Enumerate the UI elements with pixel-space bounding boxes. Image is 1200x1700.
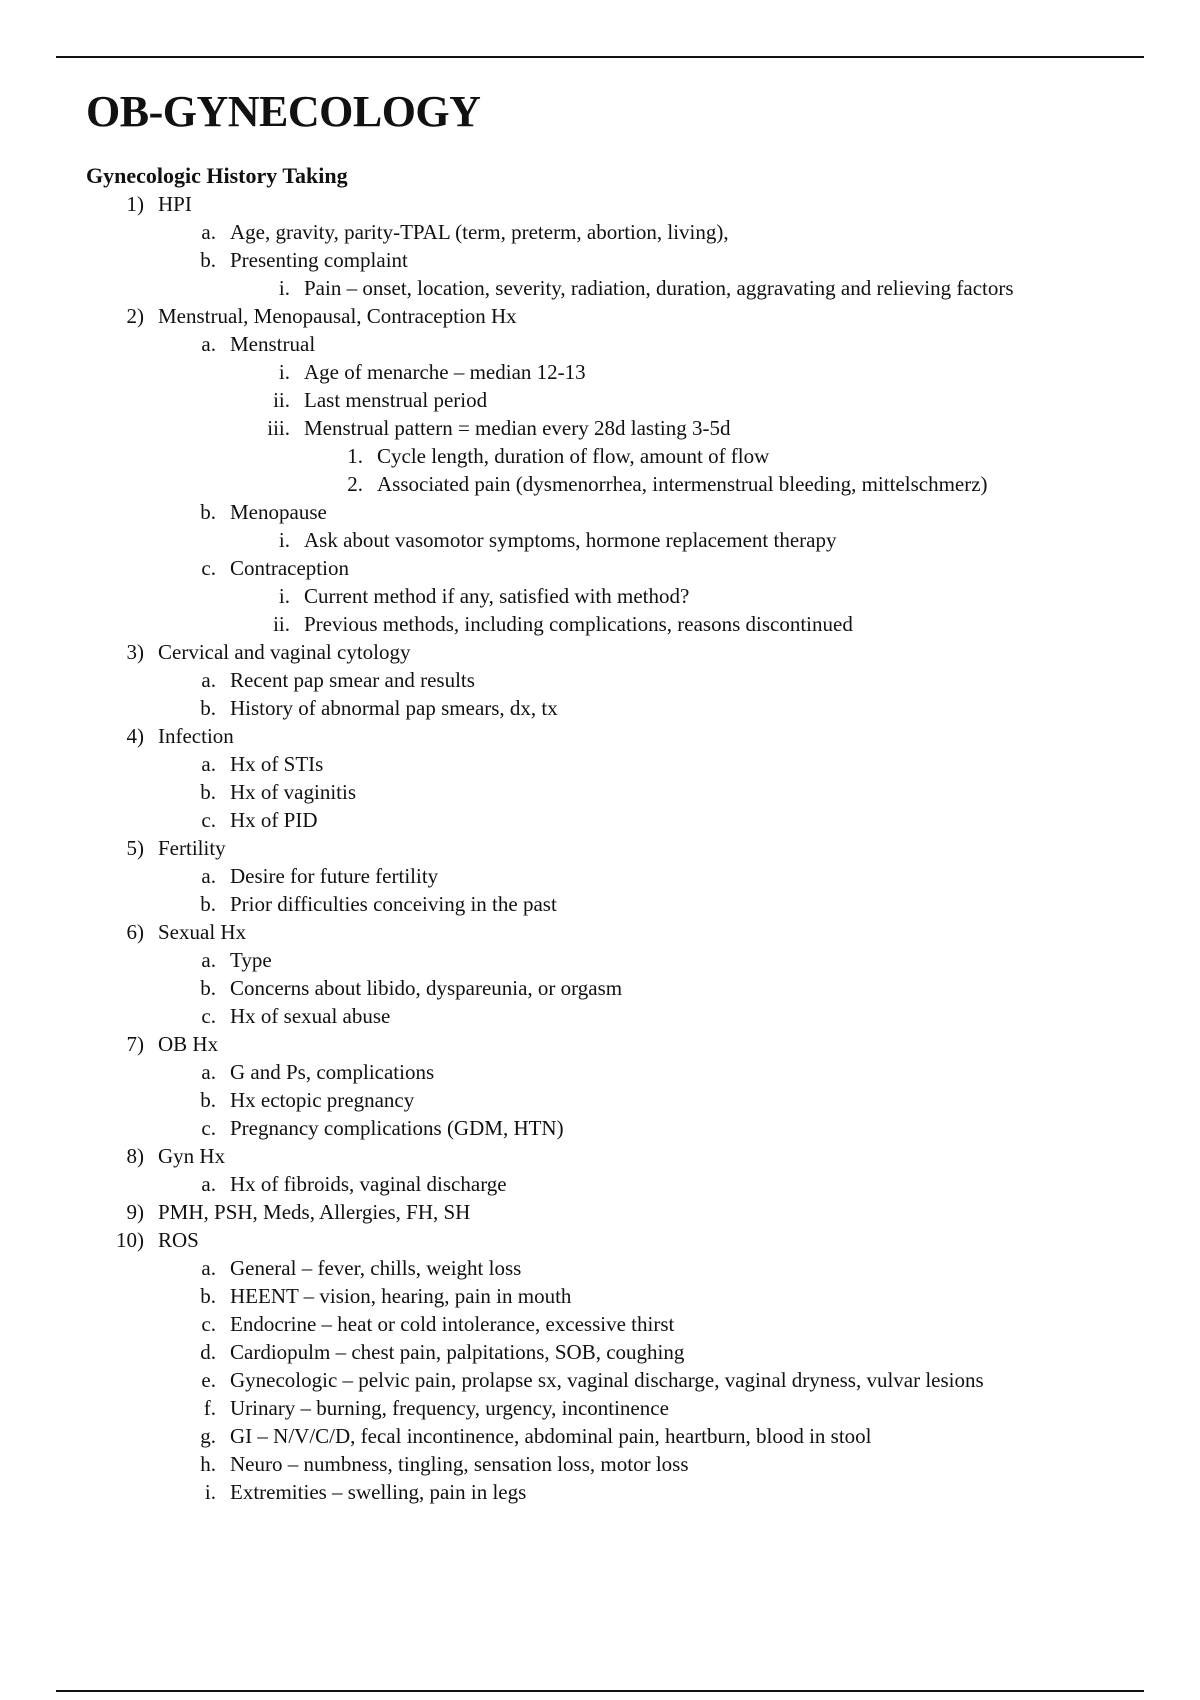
outline-text: Menopause bbox=[230, 500, 327, 524]
outline-text: Endocrine – heat or cold intolerance, excessive thirst bbox=[230, 1312, 675, 1336]
outline-marker: c. bbox=[201, 1116, 216, 1140]
outline-item-level-1 bbox=[86, 1198, 1146, 1226]
outline-text: Prior difficulties conceiving in the past bbox=[230, 892, 557, 916]
outline-marker: a. bbox=[201, 948, 216, 972]
outline-marker: 7) bbox=[126, 1032, 144, 1056]
outline-item-level-2 bbox=[86, 498, 1146, 526]
outline-item-level-1 bbox=[86, 638, 1146, 666]
outline-text: Desire for future fertility bbox=[230, 864, 439, 888]
outline-item-level-3 bbox=[86, 526, 1146, 554]
outline-text: Age, gravity, parity-TPAL (term, preterm, abortion, living), bbox=[230, 220, 729, 244]
outline-marker: b. bbox=[200, 780, 216, 804]
outline-text: Gynecologic – pelvic pain, prolapse sx, vaginal discharge, vaginal dryness, vulvar lesions bbox=[230, 1368, 984, 1392]
outline-marker: i. bbox=[278, 528, 290, 552]
outline-marker: d. bbox=[200, 1340, 216, 1364]
outline-marker: c. bbox=[201, 1312, 216, 1336]
outline-text: Hx of vaginitis bbox=[230, 780, 356, 804]
outline-marker: b. bbox=[200, 696, 216, 720]
outline-marker: h. bbox=[200, 1452, 216, 1476]
outline-text: Cycle length, duration of flow, amount of flow bbox=[377, 444, 770, 468]
outline-item-level-2 bbox=[86, 1366, 1146, 1394]
outline-item-level-2 bbox=[86, 1002, 1146, 1030]
outline-item-level-2 bbox=[86, 666, 1146, 694]
outline-text: OB Hx bbox=[158, 1032, 219, 1056]
outline-marker: i. bbox=[204, 1480, 216, 1504]
outline-text: GI – N/V/C/D, fecal incontinence, abdominal pain, heartburn, blood in stool bbox=[230, 1424, 872, 1448]
outline-text: G and Ps, complications bbox=[230, 1060, 435, 1084]
outline-marker: 8) bbox=[126, 1144, 144, 1168]
outline-item-level-4 bbox=[86, 442, 1146, 470]
outline-text: Associated pain (dysmenorrhea, intermenstrual bleeding, mittelschmerz) bbox=[377, 472, 988, 496]
outline-text: Pain – onset, location, severity, radiation, duration, aggravating and relieving factors bbox=[304, 276, 1014, 300]
outline-item-level-2 bbox=[86, 890, 1146, 918]
outline-marker: 9) bbox=[126, 1200, 144, 1224]
outline-marker: a. bbox=[201, 668, 216, 692]
outline-marker: a. bbox=[201, 220, 216, 244]
outline-marker: 3) bbox=[126, 640, 144, 664]
outline-marker: e. bbox=[201, 1368, 216, 1392]
outline-marker: ii. bbox=[273, 388, 290, 412]
outline-text: Age of menarche – median 12-13 bbox=[304, 360, 586, 384]
outline-marker: c. bbox=[201, 556, 216, 580]
outline-marker: g. bbox=[200, 1424, 216, 1448]
outline-item-level-3 bbox=[86, 274, 1146, 302]
outline-text: Neuro – numbness, tingling, sensation loss, motor loss bbox=[230, 1452, 689, 1476]
outline-marker: i. bbox=[278, 584, 290, 608]
outline-item-level-2 bbox=[86, 246, 1146, 274]
outline-text: Type bbox=[230, 948, 272, 972]
outline-item-level-2 bbox=[86, 1254, 1146, 1282]
outline-item-level-1 bbox=[86, 834, 1146, 862]
outline-marker: ii. bbox=[273, 612, 290, 636]
bottom-rule bbox=[56, 1690, 1144, 1692]
outline-text: Infection bbox=[158, 724, 234, 748]
outline-text: Recent pap smear and results bbox=[230, 668, 475, 692]
outline-list bbox=[86, 190, 1146, 1506]
outline-item-level-2 bbox=[86, 862, 1146, 890]
outline-marker: a. bbox=[201, 1172, 216, 1196]
outline-text: Fertility bbox=[158, 836, 226, 860]
outline-text: Previous methods, including complications, reasons discontinued bbox=[304, 612, 853, 636]
outline-text: Menstrual, Menopausal, Contraception Hx bbox=[158, 304, 517, 328]
outline-text: Last menstrual period bbox=[304, 388, 488, 412]
outline-text: ROS bbox=[158, 1228, 199, 1252]
outline-item-level-2 bbox=[86, 1310, 1146, 1338]
outline-item-level-2 bbox=[86, 1422, 1146, 1450]
outline-marker: a. bbox=[201, 1060, 216, 1084]
outline-text: Concerns about libido, dyspareunia, or orgasm bbox=[230, 976, 623, 1000]
outline-text: General – fever, chills, weight loss bbox=[230, 1256, 522, 1280]
outline-text: Hx of fibroids, vaginal discharge bbox=[230, 1172, 507, 1196]
outline-marker: f. bbox=[203, 1396, 216, 1420]
outline-item-level-2 bbox=[86, 1282, 1146, 1310]
outline-marker: 2) bbox=[126, 304, 144, 328]
document-body bbox=[86, 82, 1146, 1506]
outline-text: Hx ectopic pregnancy bbox=[230, 1088, 415, 1112]
outline-marker: 2. bbox=[347, 472, 363, 496]
outline-marker: c. bbox=[201, 808, 216, 832]
outline-item-level-1 bbox=[86, 190, 1146, 218]
outline-text: PMH, PSH, Meds, Allergies, FH, SH bbox=[158, 1200, 471, 1224]
outline-text: Extremities – swelling, pain in legs bbox=[230, 1480, 527, 1504]
outline-item-level-2 bbox=[86, 330, 1146, 358]
outline-text: Gyn Hx bbox=[158, 1144, 226, 1168]
outline-marker: b. bbox=[200, 892, 216, 916]
outline-text: History of abnormal pap smears, dx, tx bbox=[230, 696, 558, 720]
outline-text: HEENT – vision, hearing, pain in mouth bbox=[230, 1284, 572, 1308]
outline-text: Pregnancy complications (GDM, HTN) bbox=[230, 1116, 564, 1140]
outline-marker: a. bbox=[201, 1256, 216, 1280]
outline-marker: c. bbox=[201, 1004, 216, 1028]
outline-item-level-2 bbox=[86, 1478, 1146, 1506]
outline-text: Ask about vasomotor symptoms, hormone replacement therapy bbox=[304, 528, 837, 552]
section-heading: Gynecologic History Taking bbox=[86, 163, 348, 188]
outline-marker: 10) bbox=[116, 1228, 144, 1252]
outline-text: Cervical and vaginal cytology bbox=[158, 640, 411, 664]
outline-marker: a. bbox=[201, 332, 216, 356]
document-title: OB-GYNECOLOGY bbox=[86, 87, 481, 136]
outline-text: Cardiopulm – chest pain, palpitations, SOB, coughing bbox=[230, 1340, 685, 1364]
outline-text: Presenting complaint bbox=[230, 248, 408, 272]
outline-item-level-2 bbox=[86, 974, 1146, 1002]
outline-text: Current method if any, satisfied with method? bbox=[304, 584, 690, 608]
outline-item-level-1 bbox=[86, 302, 1146, 330]
top-rule bbox=[56, 56, 1144, 58]
outline-text: Menstrual bbox=[230, 332, 316, 356]
outline-marker: 6) bbox=[126, 920, 144, 944]
outline-item-level-1 bbox=[86, 1030, 1146, 1058]
outline-item-level-3 bbox=[86, 582, 1146, 610]
outline-marker: a. bbox=[201, 752, 216, 776]
outline-item-level-2 bbox=[86, 1170, 1146, 1198]
outline-item-level-1 bbox=[86, 722, 1146, 750]
outline-marker: 1) bbox=[126, 192, 144, 216]
outline-text: Sexual Hx bbox=[158, 920, 247, 944]
outline-item-level-3 bbox=[86, 358, 1146, 386]
outline-item-level-3 bbox=[86, 386, 1146, 414]
outline-item-level-2 bbox=[86, 750, 1146, 778]
outline-text: Contraception bbox=[230, 556, 349, 580]
outline-marker: i. bbox=[278, 276, 290, 300]
outline-item-level-2 bbox=[86, 1114, 1146, 1142]
outline-marker: b. bbox=[200, 976, 216, 1000]
outline-item-level-2 bbox=[86, 554, 1146, 582]
outline-item-level-2 bbox=[86, 946, 1146, 974]
outline-item-level-3 bbox=[86, 610, 1146, 638]
outline-marker: 1. bbox=[347, 444, 363, 468]
outline-text: Urinary – burning, frequency, urgency, incontinence bbox=[230, 1396, 669, 1420]
outline-text: Hx of sexual abuse bbox=[230, 1004, 391, 1028]
outline-item-level-2 bbox=[86, 1450, 1146, 1478]
outline-item-level-3 bbox=[86, 414, 1146, 442]
outline-item-level-1 bbox=[86, 918, 1146, 946]
outline-marker: iii. bbox=[267, 416, 290, 440]
outline-marker: b. bbox=[200, 500, 216, 524]
outline-marker: 4) bbox=[126, 724, 144, 748]
outline-marker: b. bbox=[200, 1284, 216, 1308]
outline-marker: b. bbox=[200, 248, 216, 272]
outline-item-level-2 bbox=[86, 218, 1146, 246]
outline-marker: a. bbox=[201, 864, 216, 888]
outline-text: Hx of STIs bbox=[230, 752, 324, 776]
outline-text: Hx of PID bbox=[230, 808, 318, 832]
outline-item-level-2 bbox=[86, 1394, 1146, 1422]
outline-text: HPI bbox=[158, 192, 192, 216]
outline-text: Menstrual pattern = median every 28d lasting 3-5d bbox=[304, 416, 731, 440]
outline-item-level-2 bbox=[86, 806, 1146, 834]
outline-marker: 5) bbox=[126, 836, 144, 860]
outline-item-level-2 bbox=[86, 1338, 1146, 1366]
outline-item-level-4 bbox=[86, 470, 1146, 498]
outline-item-level-1 bbox=[86, 1142, 1146, 1170]
outline-item-level-2 bbox=[86, 694, 1146, 722]
outline-marker: i. bbox=[278, 360, 290, 384]
outline-item-level-2 bbox=[86, 1058, 1146, 1086]
outline-item-level-1 bbox=[86, 1226, 1146, 1254]
outline-marker: b. bbox=[200, 1088, 216, 1112]
outline-item-level-2 bbox=[86, 778, 1146, 806]
outline-item-level-2 bbox=[86, 1086, 1146, 1114]
